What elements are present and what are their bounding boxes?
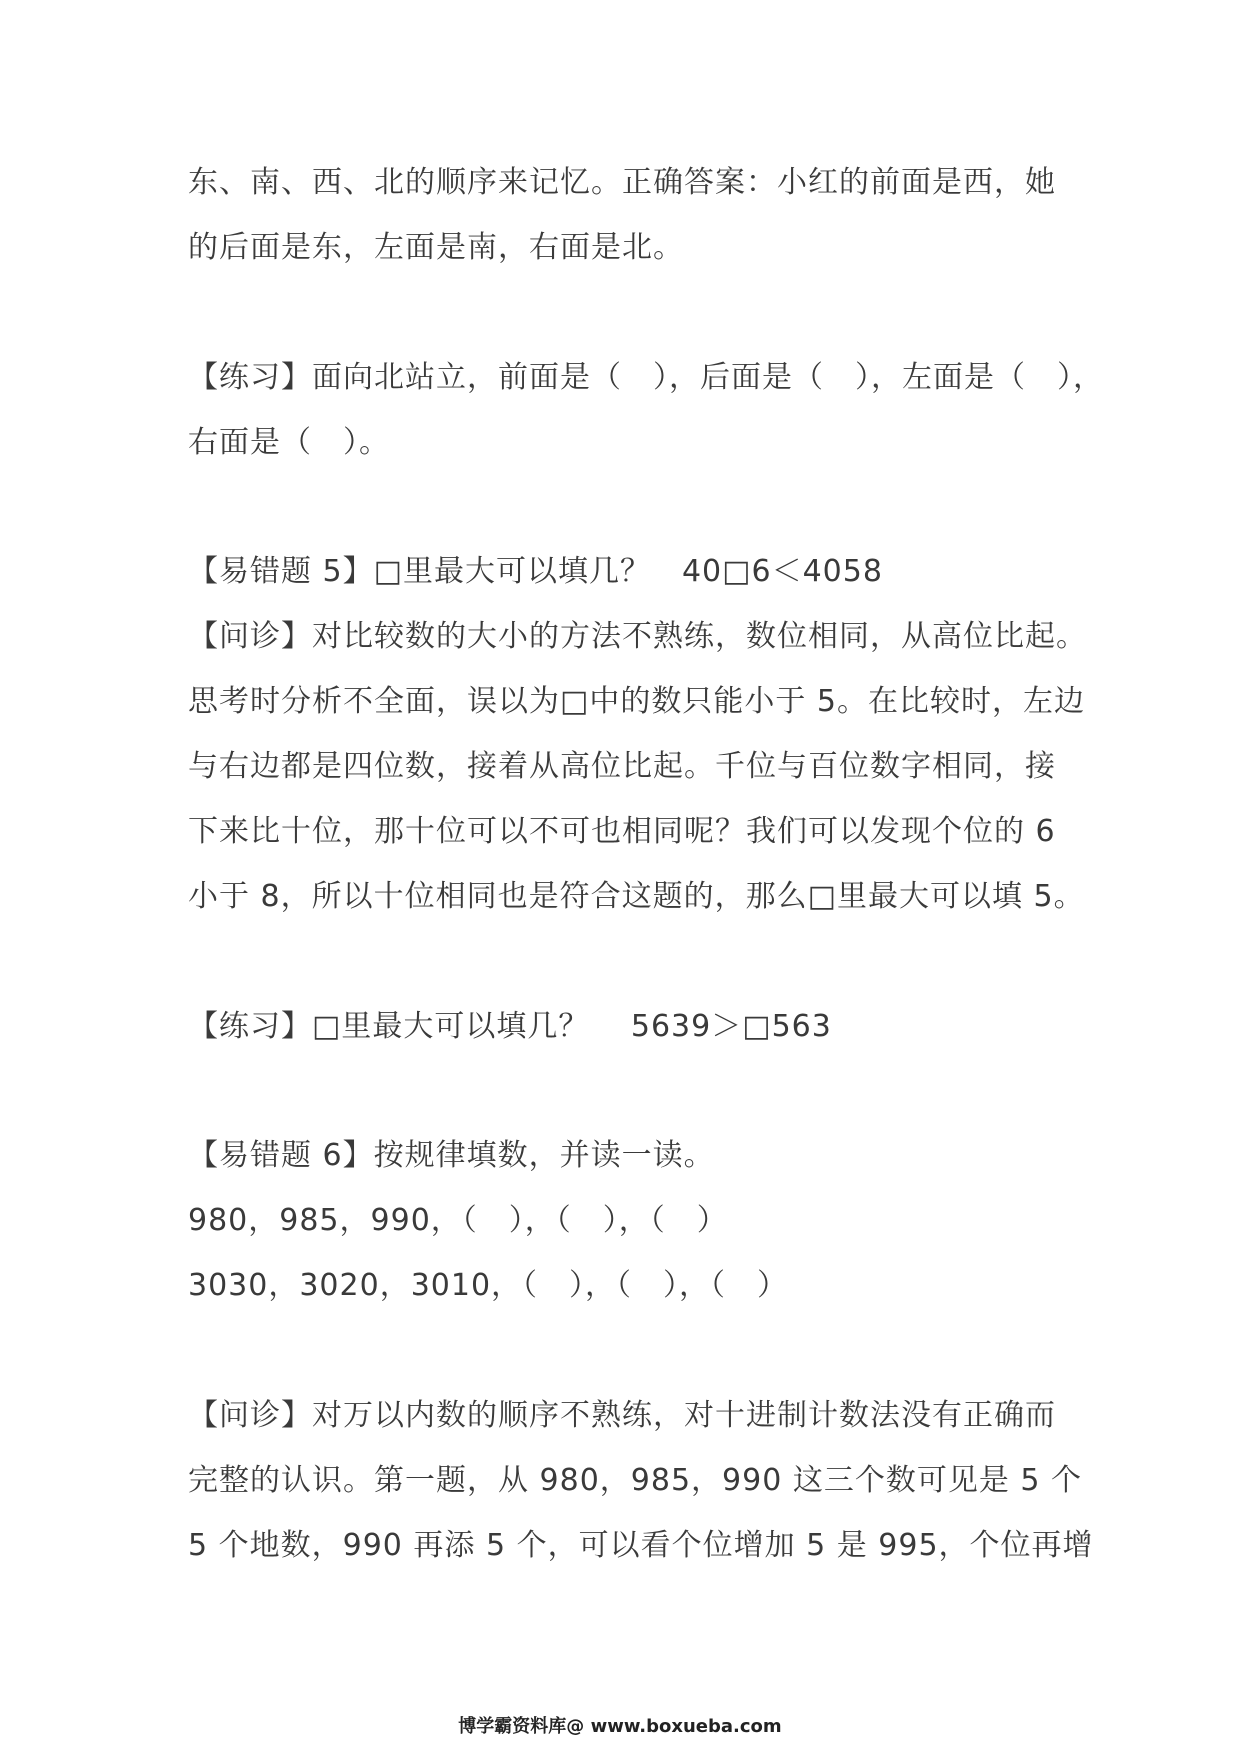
line-10: 小于 8，所以十位相同也是符合这题的，那么□里最大可以填 5。 [188, 879, 1085, 914]
line-13: 980，985，990，（ ），（ ），（ ） [188, 1203, 728, 1238]
line-2: 的后面是东，左面是南，右面是北。 [188, 230, 684, 265]
line-17: 5 个地数，990 再添 5 个，可以看个位增加 5 是 995，个位再增 [188, 1528, 1094, 1563]
line-15: 【问诊】对万以内数的顺序不熟练，对十进制计数法没有正确而 [188, 1398, 1056, 1433]
line-11: 【练习】□里最大可以填几？ 5639＞□563 [188, 1009, 832, 1044]
line-4: 右面是（ ）。 [188, 425, 390, 460]
line-7: 思考时分析不全面，误以为□中的数只能小于 5。在比较时，左边 [188, 684, 1085, 719]
line-14: 3030，3020，3010，（ ），（ ），（ ） [188, 1268, 789, 1303]
line-5: 【易错题 5】□里最大可以填几？ 40□6＜4058 [188, 554, 883, 589]
line-12: 【易错题 6】按规律填数，并读一读。 [188, 1138, 715, 1173]
footer-watermark: 博学霸资料库@ www.boxueba.com [458, 1716, 782, 1737]
line-1: 东、南、西、北的顺序来记忆。正确答案：小红的前面是西，她 [188, 165, 1056, 200]
line-8: 与右边都是四位数，接着从高位比起。千位与百位数字相同，接 [188, 749, 1056, 784]
line-6: 【问诊】对比较数的大小的方法不熟练，数位相同，从高位比起。 [188, 619, 1087, 654]
line-16: 完整的认识。第一题，从 980，985，990 这三个数可见是 5 个 [188, 1463, 1083, 1498]
line-9: 下来比十位，那十位可以不可也相同呢？我们可以发现个位的 6 [188, 814, 1056, 849]
line-3: 【练习】面向北站立，前面是（ ），后面是（ ），左面是（ ）， [188, 360, 1104, 395]
